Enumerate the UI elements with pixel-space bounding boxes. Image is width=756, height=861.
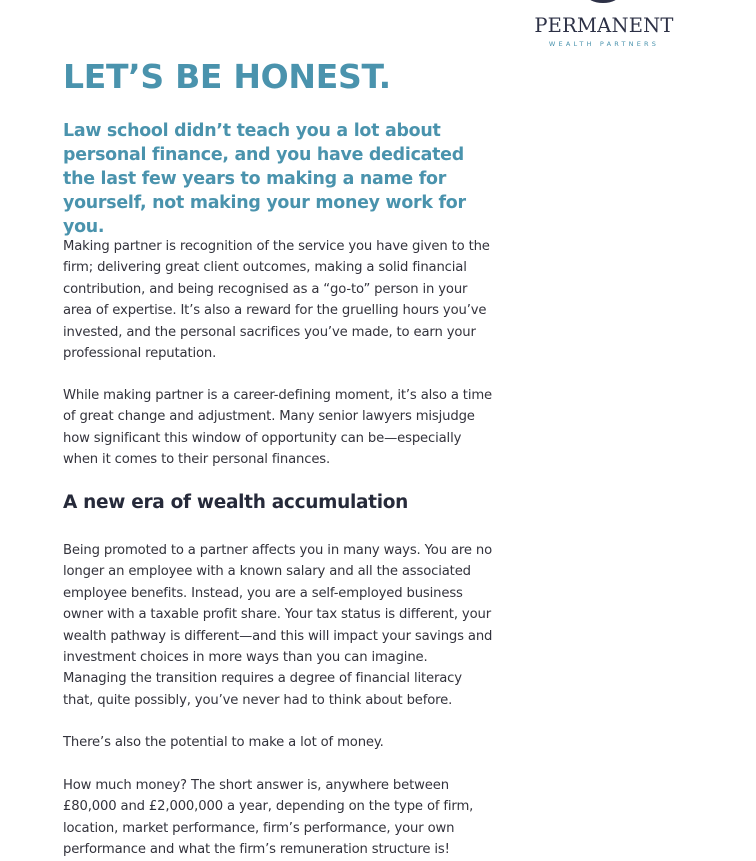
body-paragraph: While making partner is a career-defining moment, it’s also a time of great change and adjustment. Many senior lawyers misjudge how significant this window of opportunity can be—especially when it comes to their personal finances. <box>63 388 492 468</box>
body-paragraph: How much money? The short answer is, anywhere between £80,000 and £2,000,000 a year, depending on the type of firm, location, market performance, firm’s performance, your own performance and what the firm’s remuneration structure is! <box>63 778 474 858</box>
page-title: LET’S BE HONEST. <box>63 57 391 96</box>
section-heading: A new era of wealth accumulation <box>63 492 409 513</box>
lede-paragraph: Law school didn’t teach you a lot about personal finance, and you have dedicated the last few years to making a name for yourself, not making your money work for you. <box>63 121 466 237</box>
logo-emblem-icon <box>585 0 621 10</box>
logo-tagline: WEALTH PARTNERS <box>548 40 660 48</box>
body-paragraph: Making partner is recognition of the service you have given to the firm; delivering great client outcomes, making a solid financial contribution, and being recognised as a “go-to” person in your area of expertise. It’s also a reward for the gruelling hours you’ve invested, and the personal sacrifices you’ve made, to earn your professional reputation. <box>63 239 490 362</box>
brand-logo <box>532 0 676 52</box>
logo-wordmark: PERMANENT <box>534 14 674 37</box>
body-paragraph: Being promoted to a partner affects you in many ways. You are no longer an employee with a known salary and all the associated employee benefits. Instead, you are a self-employed business owner with a taxable profit share. Your tax status is different, your wealth pathway is different—and this will impact your savings and investment choices in more ways than you can imagine. Managing the transition requires a degree of financial literacy that, quite possibly, you’ve never had to think about before. <box>63 543 493 708</box>
body-paragraph: There’s also the potential to make a lot of money. <box>63 735 384 750</box>
